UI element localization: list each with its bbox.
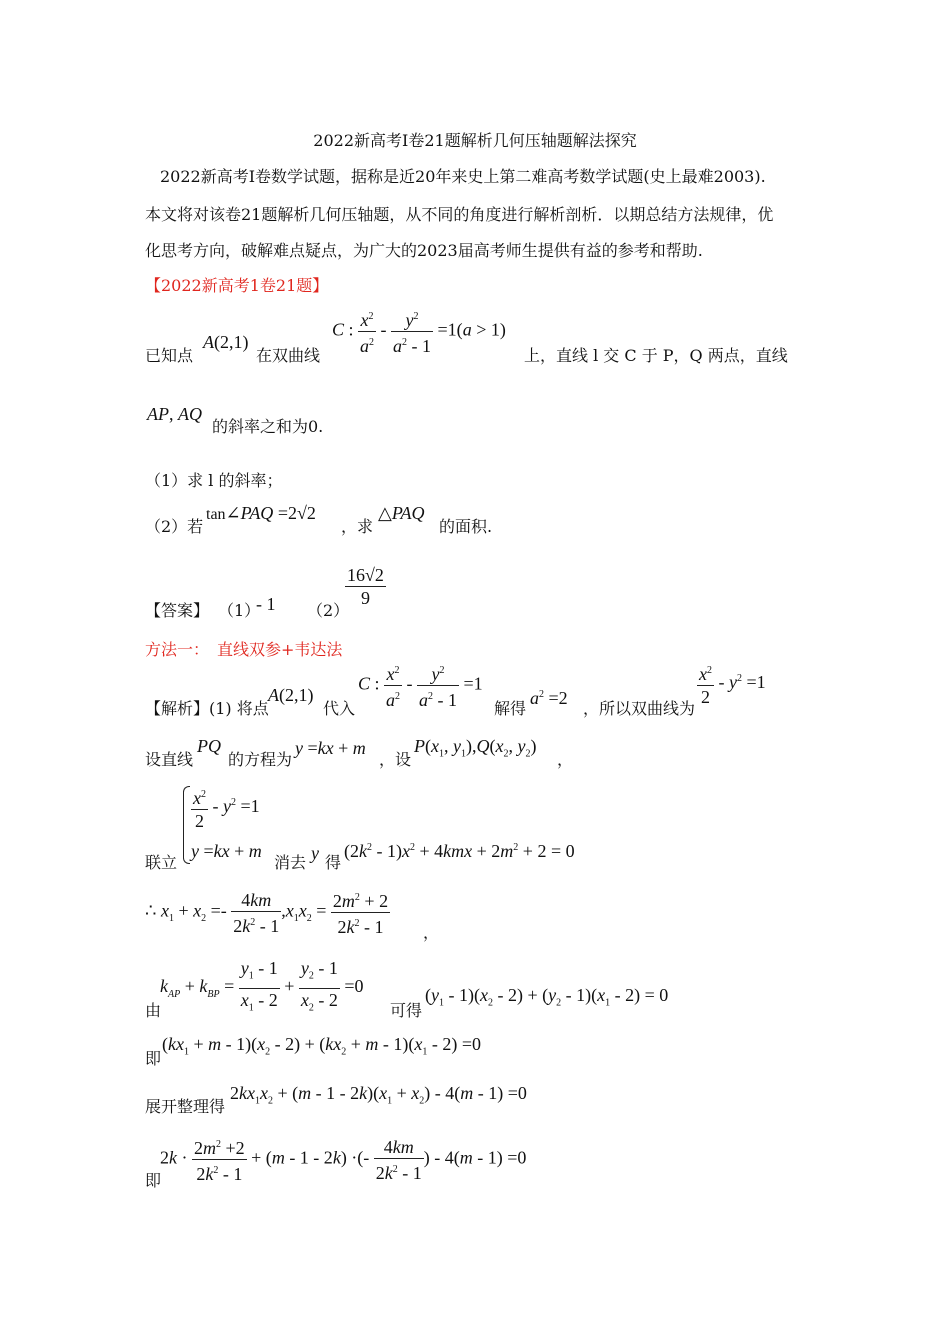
system-eq-1: $\frac{x^2}{2}$ - $y^2 =1$ [191,784,260,832]
solution-text-2d: ， [557,750,574,769]
answer-label: 【答案】 [145,601,210,620]
question-2b: ，求 [341,517,374,536]
answer-2-value: $\frac{16√2}{9}$ [347,565,384,608]
solution-text-5a: 由 [145,1001,162,1020]
page-title: 2022新高考Ⅰ卷21题解析几何压轴题解法探究 [313,131,637,150]
problem-text-1c: 上，直线 l 交 C 于 P，Q 两点，直线 [524,346,788,365]
solution-text-1b: 代入 [323,699,356,718]
answer-part-1: （1） [218,601,261,620]
triangle-paq-formula: △PAQ [378,503,425,523]
solution-text-2b: 的方程为 [228,750,293,769]
solution-text-1a: 【解析】(1) 将点 [145,699,269,718]
solution-text-1d: ，所以双曲线为 [583,699,696,718]
final-expression: 2k · $\frac{2m^2 +2}{2k^2 - 1}$ + (m - 1 - 2k) ·(- $\frac{4km}{2k^2 - 1}$ ) - 4(m - 1) =0 [160,1134,526,1185]
answer-1-value: - 1 [256,594,276,614]
solution-text-4-end: ， [423,923,440,942]
line-equation-formula: y =kx + m [295,738,366,758]
solution-text-2a: 设直线 [145,750,194,769]
a-squared-formula: $a^2 =2$ [530,688,568,708]
slope-sum-formula: $k_{AP} + k_{BP}$ = $\frac{y_1 - 1}{x_1 - 2}$ + $\frac{y_2 - 1}{x_2 - 2}$ =0 [160,958,364,1014]
intro-line-3: 化思考方向，破解难点疑点，为广大的2023届高考师生提供有益的参考和帮助. [145,241,703,260]
problem-text-2: 的斜率之和为0. [212,417,324,436]
tan-condition-formula: tan∠PAQ =2√2 [206,503,316,523]
question-2c: 的面积. [439,517,493,536]
solution-text-3c: 得 [325,853,342,872]
solution-text-3b: 消去 [274,853,307,872]
hyperbola-formula-2: C : $\frac{x^2}{a^2}$ - $\frac{y^2}{a^2 - 1}$ =1 [358,660,483,711]
solution-text-2c: ，设 [379,750,412,769]
solution-text-8a: 即 [145,1171,162,1190]
intro-line-1: 2022新高考Ⅰ卷数学试题，据称是近20年来史上第二难高考数学试题(史上最难2003). [160,167,766,186]
hyperbola-result-formula: $\frac{x^2}{2}$ - $y^2 =1$ [697,660,766,708]
vieta-formula: ∴ $x_1 + x_2$ =- $\frac{4km}{2k^2 - 1}$ $,x_1x_2$ = $\frac{2m^2 + 2}{2k^2 - 1}$ [145,887,390,938]
solution-text-6a: 即 [145,1049,162,1068]
solution-text-5b: 可得 [390,1001,423,1020]
problem-text-1a: 已知点 [145,346,194,365]
problem-text-1b: 在双曲线 [256,346,321,365]
question-1: （1）求 l 的斜率； [145,471,283,490]
intro-line-2: 本文将对该卷21题解析几何压轴题，从不同的角度进行解析剖析．以期总结方法规律，优 [145,205,774,224]
solution-text-1c: 解得 [494,699,527,718]
substituted-expression: $(kx_1 + m - 1)(x_2 - 2) + (kx_2 + m - 1)(x_1 - 2) =0$ [162,1034,482,1058]
points-pq-formula: $P(x_1$, $y_1),Q(x_2$, $y_2$) [414,736,537,760]
point-a-formula: A(2,1) [203,332,249,352]
product-expression: $(y_1 - 1)(x_2 - 2) + (y_2 - 1)(x_1 - 2) = 0$ [425,985,669,1009]
hyperbola-formula: C : $\frac{x^2}{a^2}$ - $\frac{y^2}{a^2 - 1}$ =1(a > 1) [332,306,506,357]
variable-y: y [311,843,319,863]
method-title: 方法一： 直线双参+韦达法 [145,640,343,659]
quadratic-formula: $(2k^2 - 1)x^2 + 4kmx + 2m^2 + 2 = 0$ [344,841,575,861]
system-eq-2: y =kx + m [191,841,262,861]
solution-text-7a: 展开整理得 [145,1097,226,1116]
solution-text-3a: 联立 [145,853,178,872]
lines-ap-aq-formula: AP, AQ [147,404,202,424]
expanded-expression: $2kx_1x_2 + (m - 1 - 2k)(x_1 + x_2) - 4(m - 1) =0$ [230,1083,527,1107]
question-2a: （2）若 [145,517,204,536]
point-a-formula-2: A(2,1) [268,685,314,705]
problem-tag: 【2022新高考1卷21题】 [145,276,329,295]
system-brace [183,786,190,864]
line-pq-formula: PQ [197,736,221,756]
answer-part-2: （2） [307,601,350,620]
